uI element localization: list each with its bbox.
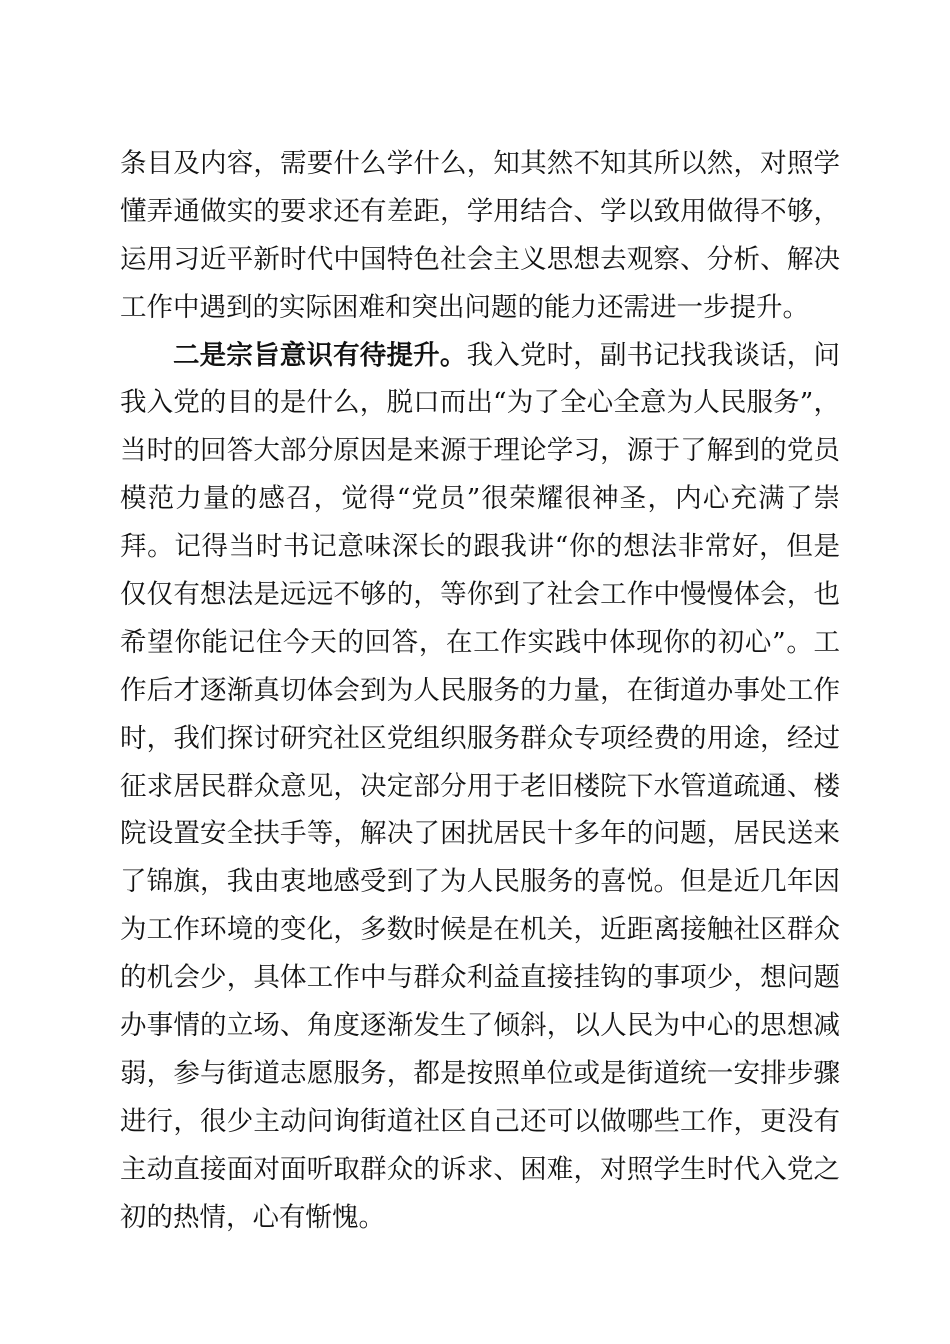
text-line: 办事情的立场、角度逐渐发生了倾斜，以人民为中心的思想减 [120, 1010, 840, 1042]
text-line: 时，我们探讨研究社区党组织服务群众专项经费的用途，经过 [120, 722, 840, 754]
text-line: 模范力量的感召，觉得“党员”很荣耀很神圣，内心充满了崇 [120, 483, 840, 515]
text-line: 工作中遇到的实际困难和突出问题的能力还需进一步提升。 [120, 291, 809, 323]
text-line: 拜。记得当时书记意味深长的跟我讲“你的想法非常好，但是 [120, 531, 840, 563]
text-line: 为工作环境的变化，多数时候是在机关，近距离接触社区群众 [120, 914, 840, 946]
text-line: 仅仅有想法是远远不够的，等你到了社会工作中慢慢体会，也 [120, 579, 840, 611]
text-line: 征求居民群众意见，决定部分用于老旧楼院下水管道疏通、楼 [120, 770, 840, 802]
paragraph-1 [120, 140, 840, 332]
text-line: 作后才逐渐真切体会到为人民服务的力量，在街道办事处工作 [120, 674, 840, 706]
text-segment: 我入党时，副书记找我谈话，问 [466, 339, 840, 371]
text-line: 我入党的目的是什么，脱口而出“为了全心全意为人民服务”， [120, 387, 840, 419]
text-line: 运用习近平新时代中国特色社会主义思想去观察、分析、解决 [120, 243, 840, 275]
text-line [120, 332, 840, 380]
paragraph-lead: 二是宗旨意识有待提升。 [173, 339, 467, 371]
text-line: 条目及内容，需要什么学什么，知其然不知其所以然，对照学 [120, 148, 840, 179]
text-line: 院设置安全扶手等，解决了困扰居民十多年的问题，居民送来 [120, 818, 840, 850]
text-line: 懂弄通做实的要求还有差距，学用结合、学以致用做得不够， [120, 195, 840, 227]
body-text [120, 140, 840, 1241]
text-line: 弱，参与街道志愿服务，都是按照单位或是街道统一安排步骤 [120, 1057, 840, 1089]
text-line: 了锦旗，我由衷地感受到了为人民服务的喜悦。但是近几年因 [120, 866, 840, 898]
text-line: 主动直接面对面听取群众的诉求、困难，对照学生时代入党之 [120, 1153, 840, 1185]
text-line: 进行，很少主动问询街道社区自己还可以做哪些工作，更没有 [120, 1105, 840, 1137]
paragraph-2 [120, 332, 840, 1242]
text-line: 希望你能记住今天的回答，在工作实践中体现你的初心”。工 [120, 626, 840, 658]
text-line: 的机会少，具体工作中与群众利益直接挂钩的事项少，想问题 [120, 962, 840, 994]
text-line: 当时的回答大部分原因是来源于理论学习，源于了解到的党员 [120, 435, 840, 467]
text-line: 初的热情，心有惭愧。 [120, 1201, 385, 1233]
